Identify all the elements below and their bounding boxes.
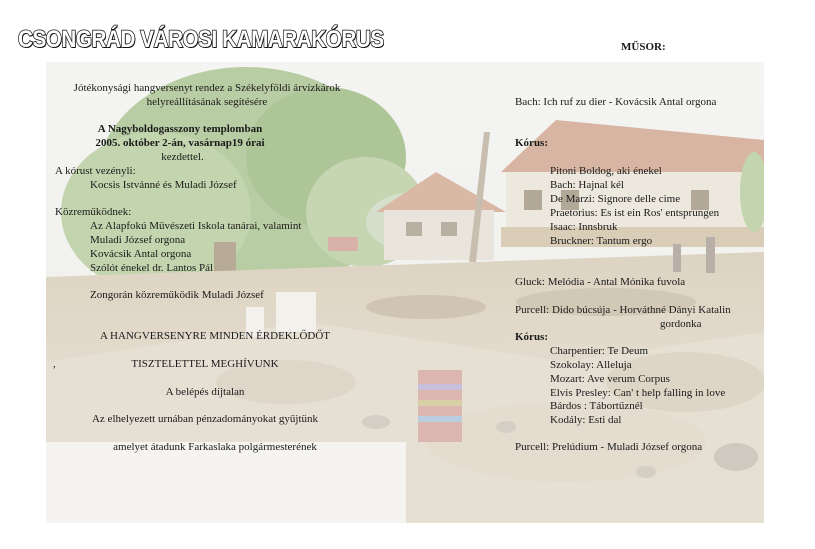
concert-start: kezdettel.: [161, 151, 204, 163]
entry-note: A belépés díjtalan: [165, 386, 245, 398]
program-item: Charpentier: Te Deum: [550, 345, 648, 357]
choir-label: Kórus:: [515, 137, 548, 149]
page-title: CSONGRÁD VÁROSI KAMARAKÓRUS: [18, 26, 384, 53]
program-item: Kodály: Esti dal: [550, 414, 622, 426]
intro-line-1: Jótékonysági hangversenyt rendez a Székelyföldi árvízkárok: [73, 82, 341, 94]
program-item-cont: gordonka: [660, 318, 702, 330]
performers-label: Közreműködnek:: [55, 206, 132, 218]
program-header: MŰSOR:: [621, 41, 666, 53]
piano-note: Zongorán közreműködik Muladi József: [90, 289, 264, 301]
program-item: Mozart: Ave verum Corpus: [550, 373, 670, 385]
donation-line-2: amelyet átadunk Farkaslaka polgármesterének: [113, 441, 317, 453]
performer-item: Az Alapfokú Művészeti Iskola tanárai, valamint: [90, 220, 302, 232]
program-item: De Marzi: Signore delle cime: [550, 193, 681, 205]
program-item: Szokolay: Alleluja: [550, 359, 632, 371]
choir-label: Kórus:: [515, 331, 548, 343]
program-item: Isaac: Innsbruk: [550, 221, 618, 233]
program-item: Purcell: Prelúdium - Muladi József orgona: [515, 441, 703, 453]
comma-mark: ,: [53, 358, 56, 370]
performer-item: Kovácsik Antal orgona: [90, 248, 192, 260]
program-item: Pitoni Boldog, aki énekel: [550, 165, 662, 177]
respect-line: TISZTELETTEL MEGHÍVUNK: [131, 358, 279, 370]
program-item: Bruckner: Tantum ergo: [550, 235, 653, 247]
program-item: Gluck: Melódia - Antal Mónika fuvola: [515, 276, 686, 288]
conductors-label: A kórust vezényli:: [55, 165, 136, 177]
performer-item: Szólót énekel dr. Lantos Pál: [90, 262, 214, 274]
program-item: Purcell: Dido búcsúja - Horváthné Dányi Katalin: [515, 304, 731, 316]
intro-line-2: helyreállításának segítésére: [146, 96, 268, 108]
program-item: Elvis Presley: Can' t help falling in love: [550, 387, 726, 399]
program-item: Bach: Hajnal kél: [550, 179, 624, 191]
venue: A Nagyboldogasszony templomban: [97, 123, 263, 135]
invitation-line: A HANGVERSENYRE MINDEN ÉRDEKLŐDŐT: [99, 330, 331, 342]
performer-item: Muladi József orgona: [90, 234, 186, 246]
program-item: Bach: Ich ruf zu dier - Kovácsik Antal orgona: [515, 96, 717, 108]
concert-date: 2005. október 2-án, vasárnap19 órai: [95, 137, 265, 149]
donation-line-1: Az elhelyezett urnában pénzadományokat gyűjtünk: [91, 413, 319, 425]
program-item: Praetorius: Es ist ein Ros' entsprungen: [550, 207, 720, 219]
conductors: Kocsis Istvánné és Muladi József: [90, 179, 237, 191]
program-item: Bárdos : Tábortűznél: [550, 400, 643, 412]
